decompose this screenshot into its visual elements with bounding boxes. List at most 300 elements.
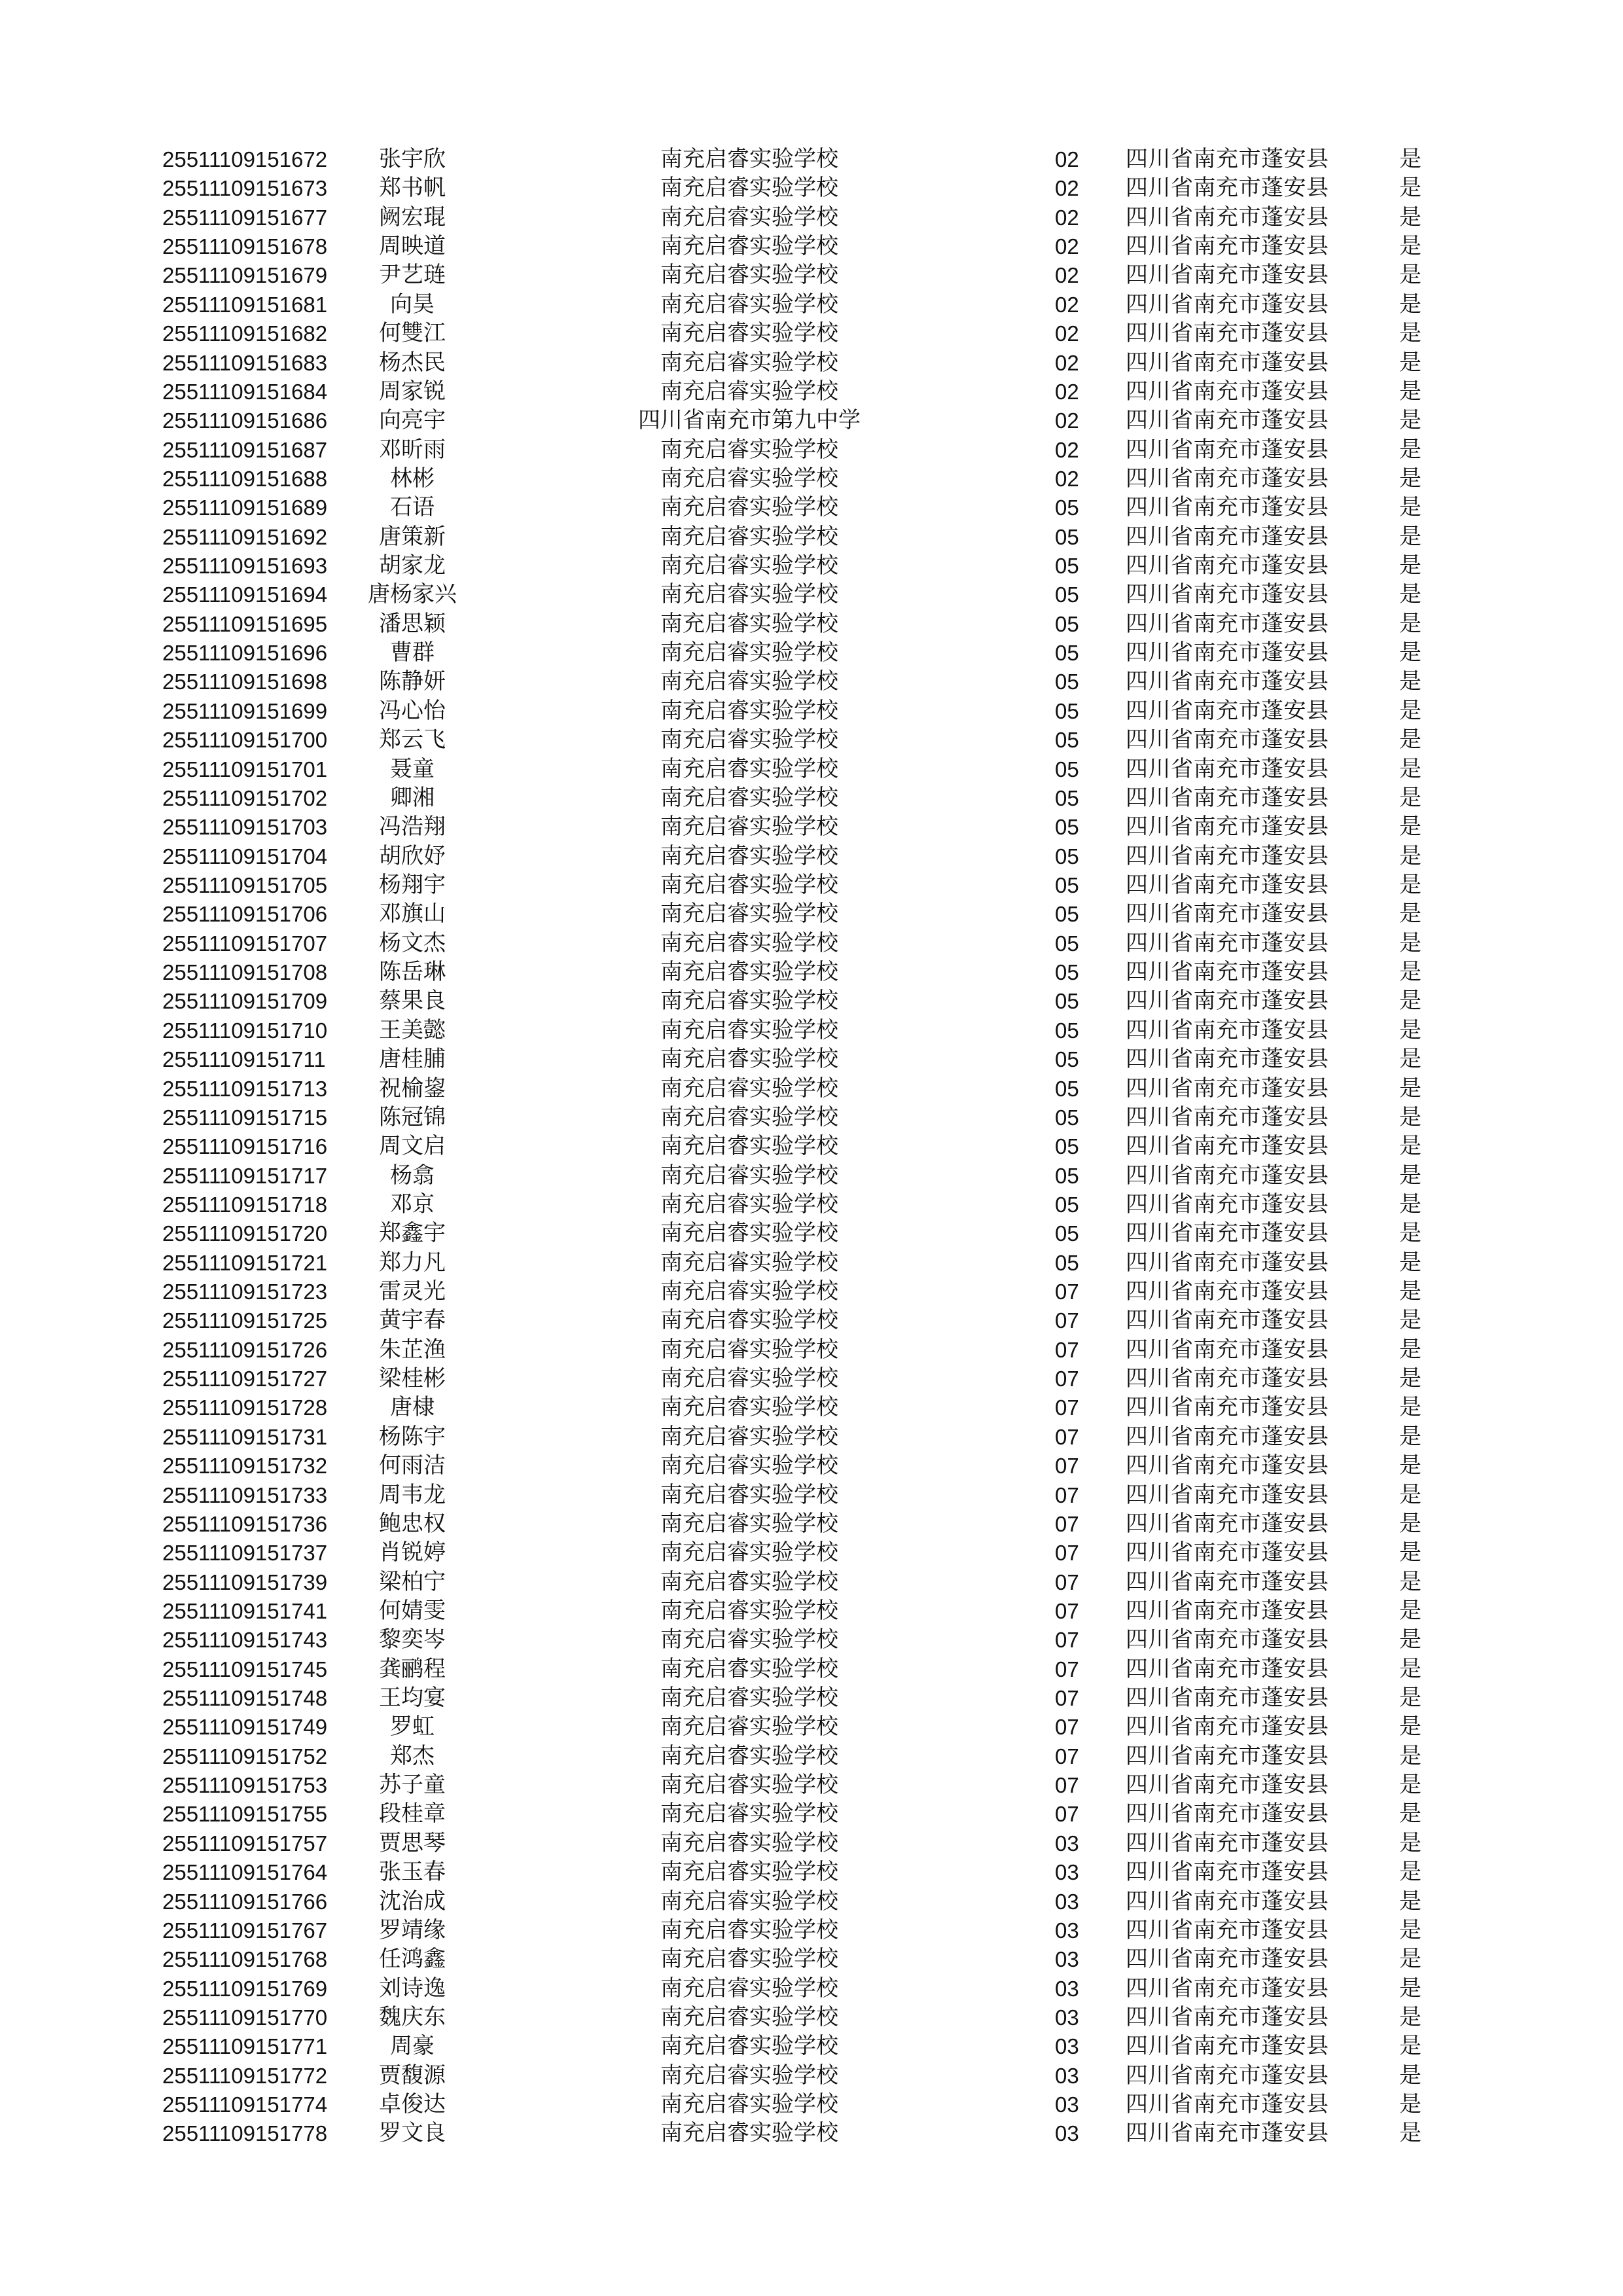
student-id-cell: 25511109151766: [162, 1889, 328, 1914]
flag-cell: 是: [1399, 2005, 1421, 2030]
school-name-cell: 南充启睿实验学校: [660, 1860, 838, 1885]
school-name-cell: 南充启睿实验学校: [660, 176, 838, 201]
student-id-cell: 25511109151682: [162, 321, 328, 346]
flag-cell: 是: [1399, 583, 1421, 607]
region-cell: 四川省南充市蓬安县: [1126, 408, 1329, 433]
flag-cell: 是: [1399, 2063, 1421, 2088]
student-id-cell: 25511109151727: [162, 1367, 328, 1391]
class-code-cell: 07: [1055, 1628, 1079, 1653]
flag-cell: 是: [1399, 611, 1421, 636]
flag-cell: 是: [1399, 234, 1421, 259]
school-name-cell: 南充启睿实验学校: [660, 495, 838, 520]
class-code-cell: 03: [1055, 1889, 1079, 1914]
flag-cell: 是: [1399, 2121, 1421, 2146]
school-name-cell: 南充启睿实验学校: [660, 1395, 838, 1420]
student-id-cell: 25511109151703: [162, 815, 328, 840]
flag-cell: 是: [1399, 1134, 1421, 1159]
school-name-cell: 南充启睿实验学校: [660, 1250, 838, 1275]
table-row: [0, 523, 1623, 552]
class-code-cell: 07: [1055, 1482, 1079, 1507]
student-id-cell: 25511109151721: [162, 1250, 328, 1275]
region-cell: 四川省南充市蓬安县: [1126, 1541, 1329, 1566]
flag-cell: 是: [1399, 1598, 1421, 1623]
school-name-cell: 南充启睿实验学校: [660, 147, 838, 171]
school-name-cell: 南充启睿实验学校: [660, 1511, 838, 1536]
class-code-cell: 07: [1055, 1541, 1079, 1566]
student-id-cell: 25511109151713: [162, 1076, 328, 1101]
flag-cell: 是: [1399, 379, 1421, 404]
table-row: [0, 1191, 1623, 1219]
student-name-cell: 胡家龙: [379, 554, 446, 579]
school-name-cell: 南充启睿实验学校: [660, 2005, 838, 2030]
student-id-cell: 25511109151678: [162, 234, 328, 259]
student-name-cell: 向亮宇: [379, 408, 446, 433]
table-row: [0, 1597, 1623, 1626]
student-id-cell: 25511109151702: [162, 785, 328, 810]
region-cell: 四川省南充市蓬安县: [1126, 1482, 1329, 1507]
class-code-cell: 05: [1055, 698, 1079, 723]
flag-cell: 是: [1399, 931, 1421, 956]
region-cell: 四川省南充市蓬安县: [1126, 583, 1329, 607]
table-row: [0, 378, 1623, 406]
student-id-cell: 25511109151736: [162, 1511, 328, 1536]
flag-cell: 是: [1399, 1947, 1421, 1972]
region-cell: 四川省南充市蓬安县: [1126, 1047, 1329, 1072]
flag-cell: 是: [1399, 641, 1421, 666]
flag-cell: 是: [1399, 1076, 1421, 1101]
flag-cell: 是: [1399, 1280, 1421, 1304]
table-row: [0, 1568, 1623, 1597]
student-name-cell: 王美懿: [379, 1018, 446, 1043]
student-id-cell: 25511109151711: [162, 1047, 326, 1072]
class-code-cell: 07: [1055, 1715, 1079, 1740]
school-name-cell: 南充启睿实验学校: [660, 1337, 838, 1362]
student-id-cell: 25511109151741: [162, 1598, 328, 1623]
table-row: [0, 2062, 1623, 2090]
student-id-cell: 25511109151739: [162, 1570, 328, 1594]
student-name-cell: 张玉春: [379, 1860, 446, 1885]
table-row: [0, 436, 1623, 465]
flag-cell: 是: [1399, 1628, 1421, 1653]
student-name-cell: 陈岳琳: [379, 960, 446, 985]
student-id-cell: 25511109151704: [162, 844, 328, 869]
table-row: [0, 1742, 1623, 1771]
class-code-cell: 05: [1055, 902, 1079, 927]
table-row: [0, 784, 1623, 813]
class-code-cell: 05: [1055, 583, 1079, 607]
student-id-cell: 25511109151771: [162, 2034, 328, 2059]
student-name-cell: 黄宇春: [379, 1308, 446, 1333]
region-cell: 四川省南充市蓬安县: [1126, 263, 1329, 288]
school-name-cell: 南充启睿实验学校: [660, 2121, 838, 2146]
class-code-cell: 03: [1055, 2121, 1079, 2146]
flag-cell: 是: [1399, 1047, 1421, 1072]
student-name-cell: 周韦龙: [379, 1482, 446, 1507]
student-id-cell: 25511109151755: [162, 1802, 328, 1827]
school-name-cell: 南充启睿实验学校: [660, 872, 838, 897]
table-row: [0, 291, 1623, 319]
student-name-cell: 潘思颖: [379, 611, 446, 636]
student-id-cell: 25511109151715: [162, 1105, 328, 1130]
region-cell: 四川省南充市蓬安县: [1126, 1076, 1329, 1101]
student-id-cell: 25511109151687: [162, 437, 328, 462]
table-row: [0, 1219, 1623, 1248]
class-code-cell: 05: [1055, 1192, 1079, 1217]
table-row: [0, 1684, 1623, 1713]
student-name-cell: 周豪: [390, 2034, 435, 2059]
school-name-cell: 南充启睿实验学校: [660, 321, 838, 346]
flag-cell: 是: [1399, 1802, 1421, 1827]
school-name-cell: 南充启睿实验学校: [660, 554, 838, 579]
student-name-cell: 祝榆鋆: [379, 1076, 446, 1101]
table-row: [0, 871, 1623, 900]
student-id-cell: 25511109151710: [162, 1018, 328, 1043]
school-name-cell: 南充启睿实验学校: [660, 1918, 838, 1943]
student-id-cell: 25511109151717: [162, 1163, 328, 1188]
student-name-cell: 向昊: [390, 292, 435, 317]
region-cell: 四川省南充市蓬安县: [1126, 466, 1329, 491]
region-cell: 四川省南充市蓬安县: [1126, 1163, 1329, 1188]
school-name-cell: 南充启睿实验学校: [660, 1976, 838, 2001]
region-cell: 四川省南充市蓬安县: [1126, 960, 1329, 985]
student-id-cell: 25511109151769: [162, 1976, 328, 2001]
class-code-cell: 02: [1055, 263, 1079, 288]
table-row: [0, 987, 1623, 1016]
class-code-cell: 05: [1055, 844, 1079, 869]
table-row: [0, 1510, 1623, 1539]
school-name-cell: 南充启睿实验学校: [660, 2092, 838, 2117]
student-id-cell: 25511109151725: [162, 1308, 328, 1333]
table-row: [0, 2119, 1623, 2148]
student-id-cell: 25511109151684: [162, 379, 328, 404]
class-code-cell: 05: [1055, 1163, 1079, 1188]
region-cell: 四川省南充市蓬安县: [1126, 670, 1329, 694]
flag-cell: 是: [1399, 1424, 1421, 1449]
flag-cell: 是: [1399, 902, 1421, 927]
flag-cell: 是: [1399, 263, 1421, 288]
student-id-cell: 25511109151681: [162, 292, 328, 317]
school-name-cell: 南充启睿实验学校: [660, 379, 838, 404]
table-row: [0, 1278, 1623, 1306]
table-row: [0, 842, 1623, 871]
student-id-cell: 25511109151753: [162, 1773, 328, 1798]
region-cell: 四川省南充市蓬安县: [1126, 1367, 1329, 1391]
region-cell: 四川省南充市蓬安县: [1126, 1511, 1329, 1536]
student-name-cell: 郑云飞: [379, 728, 446, 753]
table-row: [0, 958, 1623, 987]
class-code-cell: 05: [1055, 960, 1079, 985]
class-code-cell: 07: [1055, 1686, 1079, 1711]
school-name-cell: 南充启睿实验学校: [660, 350, 838, 375]
student-name-cell: 冯浩翔: [379, 815, 446, 840]
flag-cell: 是: [1399, 1511, 1421, 1536]
school-name-cell: 南充启睿实验学校: [660, 728, 838, 753]
table-row: [0, 668, 1623, 696]
school-name-cell: 南充启睿实验学校: [660, 1308, 838, 1333]
student-name-cell: 邓旗山: [379, 902, 446, 927]
class-code-cell: 05: [1055, 728, 1079, 753]
student-name-cell: 罗文良: [379, 2121, 446, 2146]
table-row: [0, 174, 1623, 203]
school-name-cell: 南充启睿实验学校: [660, 292, 838, 317]
region-cell: 四川省南充市蓬安县: [1126, 844, 1329, 869]
school-name-cell: 南充启睿实验学校: [660, 1280, 838, 1304]
class-code-cell: 05: [1055, 872, 1079, 897]
region-cell: 四川省南充市蓬安县: [1126, 1715, 1329, 1740]
school-name-cell: 南充启睿实验学校: [660, 437, 838, 462]
region-cell: 四川省南充市蓬安县: [1126, 379, 1329, 404]
student-id-cell: 25511109151743: [162, 1628, 328, 1653]
student-name-cell: 任鸿鑫: [379, 1947, 446, 1972]
student-name-cell: 梁桂彬: [379, 1367, 446, 1391]
class-code-cell: 07: [1055, 1598, 1079, 1623]
student-name-cell: 卓俊达: [379, 2092, 446, 2117]
region-cell: 四川省南充市蓬安县: [1126, 495, 1329, 520]
table-row: [0, 1365, 1623, 1393]
student-id-cell: 25511109151764: [162, 1860, 328, 1885]
student-name-cell: 何雨洁: [379, 1454, 446, 1479]
student-name-cell: 肖锐婷: [379, 1541, 446, 1566]
table-row: [0, 900, 1623, 929]
flag-cell: 是: [1399, 1744, 1421, 1768]
school-name-cell: 南充启睿实验学校: [660, 1454, 838, 1479]
student-name-cell: 朱芷渔: [379, 1337, 446, 1362]
table-row: [0, 1945, 1623, 1974]
school-name-cell: 南充启睿实验学校: [660, 611, 838, 636]
class-code-cell: 07: [1055, 1367, 1079, 1391]
student-name-cell: 林彬: [390, 466, 435, 491]
student-id-cell: 25511109151708: [162, 960, 328, 985]
region-cell: 四川省南充市蓬安县: [1126, 1628, 1329, 1653]
class-code-cell: 05: [1055, 1250, 1079, 1275]
table-row: [0, 2032, 1623, 2061]
student-name-cell: 聂童: [390, 757, 435, 781]
student-id-cell: 25511109151692: [162, 524, 328, 549]
region-cell: 四川省南充市蓬安县: [1126, 2034, 1329, 2059]
school-name-cell: 南充启睿实验学校: [660, 670, 838, 694]
table-row: [0, 319, 1623, 348]
flag-cell: 是: [1399, 1482, 1421, 1507]
flag-cell: 是: [1399, 205, 1421, 230]
table-row: [0, 1075, 1623, 1103]
flag-cell: 是: [1399, 2034, 1421, 2059]
flag-cell: 是: [1399, 466, 1421, 491]
class-code-cell: 07: [1055, 1395, 1079, 1420]
school-name-cell: 南充启睿实验学校: [660, 1105, 838, 1130]
class-code-cell: 07: [1055, 1280, 1079, 1304]
class-code-cell: 05: [1055, 524, 1079, 549]
school-name-cell: 南充启睿实验学校: [660, 1686, 838, 1711]
region-cell: 四川省南充市蓬安县: [1126, 1280, 1329, 1304]
student-id-cell: 25511109151696: [162, 641, 328, 666]
student-name-cell: 魏庆东: [379, 2005, 446, 2030]
student-name-cell: 周家锐: [379, 379, 446, 404]
flag-cell: 是: [1399, 292, 1421, 317]
school-name-cell: 南充启睿实验学校: [660, 1773, 838, 1798]
student-id-cell: 25511109151757: [162, 1831, 328, 1856]
school-name-cell: 南充启睿实验学校: [660, 1192, 838, 1217]
table-row: [0, 1103, 1623, 1132]
region-cell: 四川省南充市蓬安县: [1126, 1686, 1329, 1711]
class-code-cell: 05: [1055, 1221, 1079, 1246]
flag-cell: 是: [1399, 698, 1421, 723]
student-id-cell: 25511109151752: [162, 1744, 328, 1768]
student-id-cell: 25511109151705: [162, 872, 328, 897]
class-code-cell: 05: [1055, 670, 1079, 694]
school-name-cell: 南充启睿实验学校: [660, 205, 838, 230]
student-name-cell: 鲍忠权: [379, 1511, 446, 1536]
school-name-cell: 南充启睿实验学校: [660, 785, 838, 810]
region-cell: 四川省南充市蓬安县: [1126, 1250, 1329, 1275]
school-name-cell: 南充启睿实验学校: [660, 1541, 838, 1566]
student-id-cell: 25511109151733: [162, 1482, 328, 1507]
region-cell: 四川省南充市蓬安县: [1126, 1744, 1329, 1768]
flag-cell: 是: [1399, 960, 1421, 985]
table-row: [0, 2003, 1623, 2032]
school-name-cell: 南充启睿实验学校: [660, 1163, 838, 1188]
region-cell: 四川省南充市蓬安县: [1126, 1105, 1329, 1130]
class-code-cell: 03: [1055, 1947, 1079, 1972]
table-row: [0, 232, 1623, 261]
class-code-cell: 03: [1055, 2063, 1079, 2088]
table-row: [0, 1858, 1623, 1887]
flag-cell: 是: [1399, 1250, 1421, 1275]
school-name-cell: 南充启睿实验学校: [660, 466, 838, 491]
student-id-cell: 25511109151679: [162, 263, 328, 288]
region-cell: 四川省南充市蓬安县: [1126, 1395, 1329, 1420]
school-name-cell: 南充启睿实验学校: [660, 1367, 838, 1391]
student-id-cell: 25511109151689: [162, 495, 328, 520]
school-name-cell: 南充启睿实验学校: [660, 1018, 838, 1043]
class-code-cell: 03: [1055, 1918, 1079, 1943]
region-cell: 四川省南充市蓬安县: [1126, 2063, 1329, 2088]
student-id-cell: 25511109151767: [162, 1918, 328, 1943]
class-code-cell: 03: [1055, 2005, 1079, 2030]
class-code-cell: 07: [1055, 1744, 1079, 1768]
student-name-cell: 阙宏琨: [379, 205, 446, 230]
student-id-cell: 25511109151677: [162, 205, 328, 230]
school-name-cell: 南充启睿实验学校: [660, 1628, 838, 1653]
school-name-cell: 四川省南充市第九中学: [638, 408, 861, 433]
flag-cell: 是: [1399, 757, 1421, 781]
flag-cell: 是: [1399, 1715, 1421, 1740]
flag-cell: 是: [1399, 1860, 1421, 1885]
region-cell: 四川省南充市蓬安县: [1126, 902, 1329, 927]
table-row: [0, 145, 1623, 174]
student-id-cell: 25511109151683: [162, 350, 328, 375]
class-code-cell: 05: [1055, 1105, 1079, 1130]
student-name-cell: 陈冠锦: [379, 1105, 446, 1130]
student-id-cell: 25511109151701: [162, 757, 328, 781]
student-name-cell: 雷灵光: [379, 1280, 446, 1304]
class-code-cell: 02: [1055, 350, 1079, 375]
class-code-cell: 07: [1055, 1424, 1079, 1449]
region-cell: 四川省南充市蓬安县: [1126, 785, 1329, 810]
table-row: [0, 1132, 1623, 1161]
table-row: [0, 204, 1623, 232]
student-name-cell: 唐策新: [379, 524, 446, 549]
region-cell: 四川省南充市蓬安县: [1126, 176, 1329, 201]
table-row: [0, 465, 1623, 493]
class-code-cell: 05: [1055, 757, 1079, 781]
table-row: [0, 929, 1623, 958]
school-name-cell: 南充启睿实验学校: [660, 1657, 838, 1681]
student-name-cell: 贾思琴: [379, 1831, 446, 1856]
student-id-cell: 25511109151726: [162, 1337, 328, 1362]
region-cell: 四川省南充市蓬安县: [1126, 1221, 1329, 1246]
school-name-cell: 南充启睿实验学校: [660, 1744, 838, 1768]
flag-cell: 是: [1399, 1105, 1421, 1130]
table-row: [0, 1423, 1623, 1452]
region-cell: 四川省南充市蓬安县: [1126, 350, 1329, 375]
student-id-cell: 25511109151778: [162, 2121, 328, 2146]
student-id-cell: 25511109151718: [162, 1192, 328, 1217]
class-code-cell: 05: [1055, 1134, 1079, 1159]
student-name-cell: 唐棣: [390, 1395, 435, 1420]
class-code-cell: 02: [1055, 176, 1079, 201]
school-name-cell: 南充启睿实验学校: [660, 234, 838, 259]
student-name-cell: 冯心怡: [379, 698, 446, 723]
student-name-cell: 郑鑫宇: [379, 1221, 446, 1246]
student-name-cell: 张宇欣: [379, 147, 446, 171]
region-cell: 四川省南充市蓬安县: [1126, 2092, 1329, 2117]
school-name-cell: 南充启睿实验学校: [660, 1570, 838, 1594]
region-cell: 四川省南充市蓬安县: [1126, 1918, 1329, 1943]
table-row: [0, 581, 1623, 609]
flag-cell: 是: [1399, 437, 1421, 462]
student-id-cell: 25511109151688: [162, 466, 328, 491]
student-name-cell: 郑书帆: [379, 176, 446, 201]
student-id-cell: 25511109151716: [162, 1134, 328, 1159]
flag-cell: 是: [1399, 728, 1421, 753]
flag-cell: 是: [1399, 408, 1421, 433]
flag-cell: 是: [1399, 1773, 1421, 1798]
class-code-cell: 03: [1055, 2034, 1079, 2059]
student-list: [0, 145, 1623, 2149]
school-name-cell: 南充启睿实验学校: [660, 2034, 838, 2059]
flag-cell: 是: [1399, 147, 1421, 171]
flag-cell: 是: [1399, 321, 1421, 346]
student-id-cell: 25511109151748: [162, 1686, 328, 1711]
region-cell: 四川省南充市蓬安县: [1126, 2121, 1329, 2146]
flag-cell: 是: [1399, 1367, 1421, 1391]
table-row: [0, 493, 1623, 522]
table-row: [0, 1249, 1623, 1278]
class-code-cell: 03: [1055, 1831, 1079, 1856]
class-code-cell: 05: [1055, 554, 1079, 579]
school-name-cell: 南充启睿实验学校: [660, 844, 838, 869]
class-code-cell: 07: [1055, 1657, 1079, 1681]
flag-cell: 是: [1399, 1221, 1421, 1246]
school-name-cell: 南充启睿实验学校: [660, 1424, 838, 1449]
student-id-cell: 25511109151770: [162, 2005, 328, 2030]
student-id-cell: 25511109151699: [162, 698, 328, 723]
class-code-cell: 05: [1055, 611, 1079, 636]
class-code-cell: 07: [1055, 1454, 1079, 1479]
student-id-cell: 25511109151707: [162, 931, 328, 956]
flag-cell: 是: [1399, 1976, 1421, 2001]
table-row: [0, 813, 1623, 842]
table-row: [0, 1162, 1623, 1191]
class-code-cell: 05: [1055, 641, 1079, 666]
school-name-cell: 南充启睿实验学校: [660, 989, 838, 1014]
student-name-cell: 周文启: [379, 1134, 446, 1159]
flag-cell: 是: [1399, 1831, 1421, 1856]
school-name-cell: 南充启睿实验学校: [660, 1889, 838, 1914]
region-cell: 四川省南充市蓬安县: [1126, 698, 1329, 723]
student-name-cell: 杨陈宇: [379, 1424, 446, 1449]
school-name-cell: 南充启睿实验学校: [660, 1598, 838, 1623]
